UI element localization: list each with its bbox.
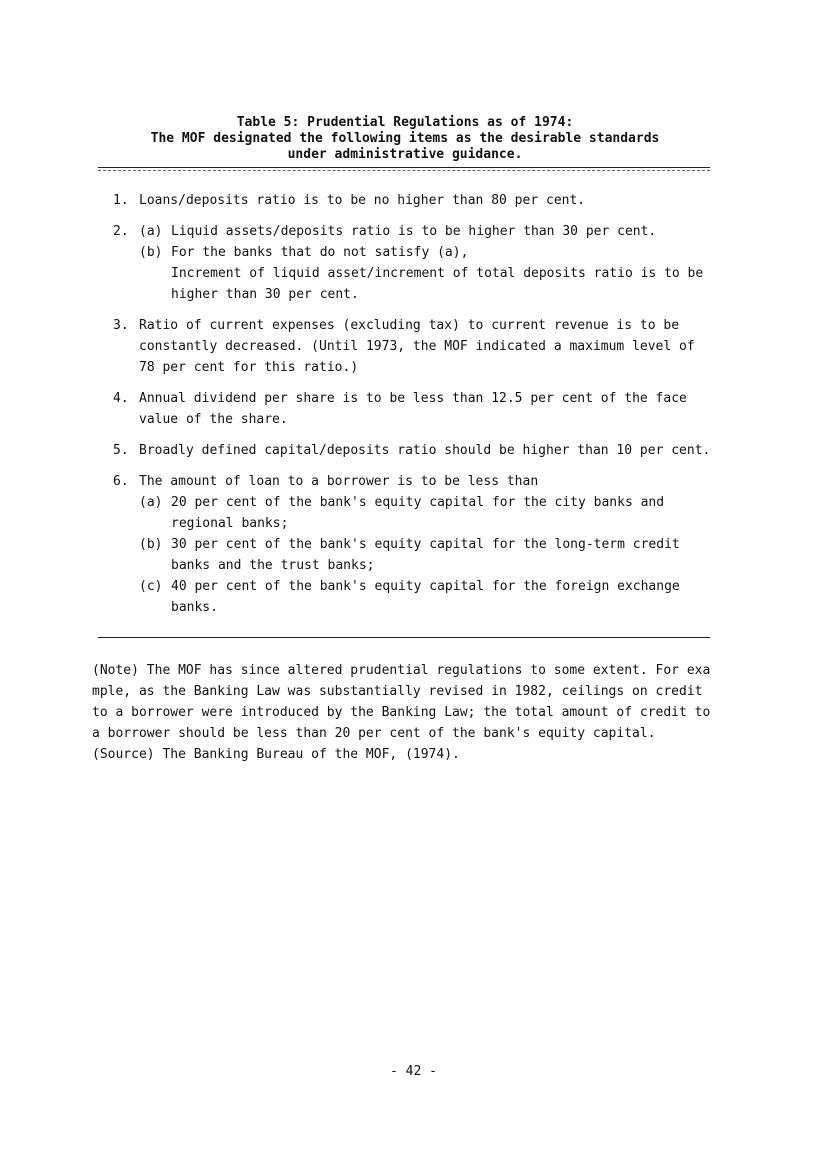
list-item-4	[113, 388, 723, 430]
item-number: 4.	[113, 391, 129, 406]
item-text: Broadly defined capital/deposits ratio should be higher than 10 per cent.	[139, 443, 711, 458]
item-text: Annual dividend per share is to be less than 12.5 per cent of the face	[139, 391, 687, 406]
sub-item-label: (b)	[139, 245, 163, 260]
item-number: 5.	[113, 443, 129, 458]
sub-item-text: 40 per cent of the bank's equity capital for the foreign exchange	[171, 579, 680, 594]
sub-item-label: (b)	[139, 537, 163, 552]
item-number: 6.	[113, 474, 129, 489]
list-item-5	[113, 440, 723, 461]
note-line: a borrower should be less than 20 per cent of the bank's equity capital.	[92, 726, 656, 741]
item-text: value of the share.	[139, 412, 288, 427]
item-lead-text: The amount of loan to a borrower is to be less than	[139, 474, 539, 489]
item-number: 1.	[113, 193, 129, 208]
list-item-2	[113, 221, 723, 305]
sub-item-a	[139, 492, 723, 534]
source-line: (Source) The Banking Bureau of the MOF, (1974).	[92, 747, 460, 762]
sub-item-text: 20 per cent of the bank's equity capital for the city banks and	[171, 495, 665, 510]
item-number: 2.	[113, 224, 129, 239]
table-title	[100, 115, 710, 163]
list-item-1	[113, 190, 723, 211]
regulation-list	[113, 190, 723, 628]
list-item-6	[113, 471, 723, 618]
list-item-3	[113, 315, 723, 378]
sub-item-b	[139, 534, 723, 576]
sub-item-b	[139, 242, 723, 305]
item-number: 3.	[113, 318, 129, 333]
sub-item-text: Liquid assets/deposits ratio is to be higher than 30 per cent.	[171, 224, 657, 239]
sub-item-text: higher than 30 per cent.	[171, 287, 359, 302]
sub-item-label: (a)	[139, 495, 163, 510]
note-block	[92, 660, 722, 765]
note-line: mple, as the Banking Law was substantially revised in 1982, ceilings on credit	[92, 684, 703, 699]
sub-item-text: banks.	[171, 600, 218, 615]
sub-item-text: 30 per cent of the bank's equity capital for the long-term credit	[171, 537, 680, 552]
item-text: Ratio of current expenses (excluding tax) to current revenue is to be	[139, 318, 680, 333]
item-text: constantly decreased. (Until 1973, the MOF indicated a maximum level of	[139, 339, 695, 354]
bottom-rule	[98, 637, 710, 638]
sub-item-label: (a)	[139, 224, 163, 239]
sub-item-a	[139, 221, 723, 242]
note-line: (Note) The MOF has since altered prudential regulations to some extent. For exa	[92, 663, 711, 678]
title-line-3: under administrative guidance.	[287, 147, 523, 162]
title-line-2: The MOF designated the following items as the desirable standards	[150, 131, 660, 146]
sub-item-text: banks and the trust banks;	[171, 558, 375, 573]
sub-item-label: (c)	[139, 579, 163, 594]
page-number: - 42 -	[390, 1064, 437, 1079]
sub-item-text: regional banks;	[171, 516, 289, 531]
item-text: 78 per cent for this ratio.)	[139, 360, 359, 375]
sub-item-text: For the banks that do not satisfy (a),	[171, 245, 469, 260]
sub-item-c	[139, 576, 723, 618]
item-text: Loans/deposits ratio is to be no higher than 80 per cent.	[139, 193, 586, 208]
title-line-1: Table 5: Prudential Regulations as of 1974:	[236, 115, 574, 130]
sub-item-text: Increment of liquid asset/increment of total deposits ratio is to be	[171, 266, 704, 281]
top-rule-secondary	[98, 170, 710, 171]
top-rule	[98, 167, 710, 168]
note-line: to a borrower were introduced by the Banking Law; the total amount of credit to	[92, 705, 711, 720]
